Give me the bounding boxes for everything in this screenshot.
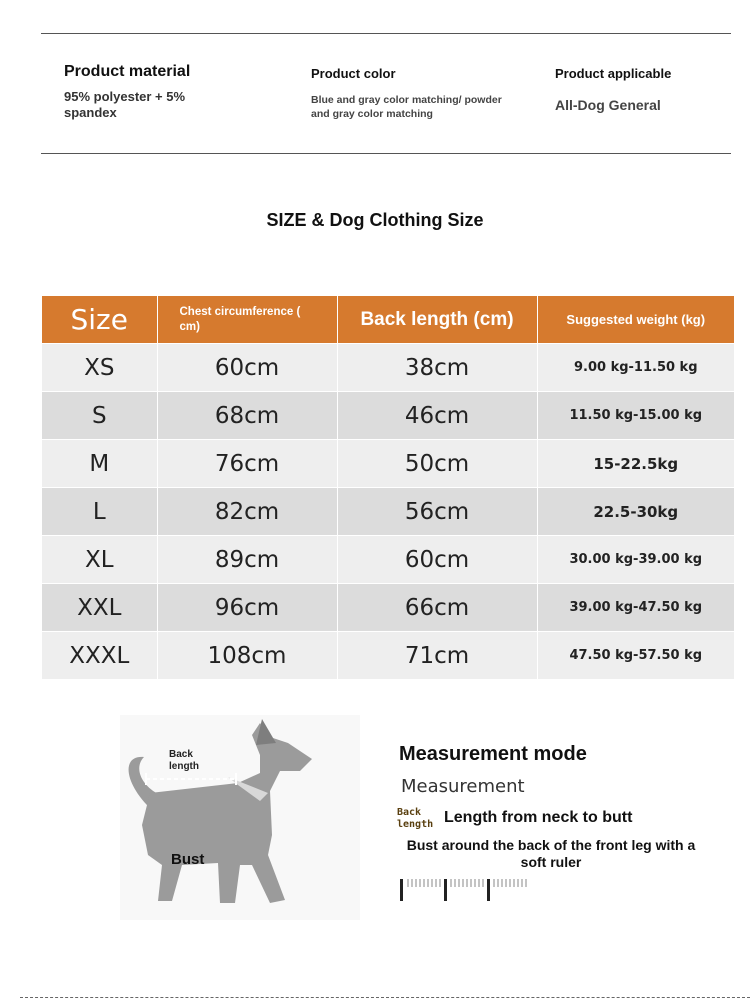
table-row xyxy=(42,632,734,680)
property-applicable-label: Product applicable xyxy=(555,66,672,81)
property-applicable xyxy=(555,66,735,113)
cell-back: 60cm xyxy=(337,536,537,584)
cropped-top-text xyxy=(0,0,750,6)
cell-size: L xyxy=(42,488,157,536)
cell-size: M xyxy=(42,440,157,488)
header-size: Size xyxy=(42,296,157,344)
back-length-badge: Back length xyxy=(397,807,434,830)
dashed-divider xyxy=(20,997,750,998)
dog-silhouette-icon xyxy=(120,715,360,920)
property-color xyxy=(311,66,521,121)
cell-chest: 89cm xyxy=(157,536,337,584)
table-row xyxy=(42,344,734,392)
cell-size: XL xyxy=(42,536,157,584)
size-table-header-row xyxy=(42,296,734,344)
cell-weight: 22.5-30kg xyxy=(537,488,734,536)
cell-size: XXL xyxy=(42,584,157,632)
cell-weight: 39.00 kg-47.50 kg xyxy=(537,584,734,632)
size-table xyxy=(42,296,734,679)
cell-back: 46cm xyxy=(337,392,537,440)
measurement-title: Measurement mode xyxy=(399,743,587,765)
cell-back: 66cm xyxy=(337,584,537,632)
cell-back: 56cm xyxy=(337,488,537,536)
cell-back: 50cm xyxy=(337,440,537,488)
dog-bust-label: Bust xyxy=(171,851,205,868)
cell-weight: 47.50 kg-57.50 kg xyxy=(537,632,734,680)
table-row xyxy=(42,440,734,488)
cell-size: XXXL xyxy=(42,632,157,680)
table-row xyxy=(42,488,734,536)
dog-back-length-label: Back length xyxy=(169,749,199,772)
table-row xyxy=(42,392,734,440)
cell-back: 71cm xyxy=(337,632,537,680)
cell-weight: 15-22.5kg xyxy=(537,440,734,488)
divider-top xyxy=(41,33,731,34)
property-material-label: Product material xyxy=(64,63,191,80)
bust-description: Bust around the back of the front leg with a soft ruler xyxy=(406,837,696,870)
cell-chest: 108cm xyxy=(157,632,337,680)
cell-size: XS xyxy=(42,344,157,392)
cell-weight: 30.00 kg-39.00 kg xyxy=(537,536,734,584)
cell-size: S xyxy=(42,392,157,440)
property-material-value: 95% polyester + 5% spandex xyxy=(64,89,186,120)
cell-chest: 60cm xyxy=(157,344,337,392)
table-row xyxy=(42,536,734,584)
table-row xyxy=(42,584,734,632)
property-material xyxy=(64,63,264,121)
section-title: SIZE & Dog Clothing Size xyxy=(266,210,484,230)
cell-weight: 11.50 kg-15.00 kg xyxy=(537,392,734,440)
header-back-length: Back length (cm) xyxy=(337,296,537,344)
cell-chest: 68cm xyxy=(157,392,337,440)
length-description: Length from neck to butt xyxy=(444,809,633,826)
measurement-subtitle: Measurement xyxy=(401,776,525,797)
property-applicable-value: All-Dog General xyxy=(555,97,661,113)
cell-weight: 9.00 kg-11.50 kg xyxy=(537,344,734,392)
header-weight: Suggested weight (kg) xyxy=(537,296,734,344)
divider-bottom xyxy=(41,153,731,154)
cell-chest: 76cm xyxy=(157,440,337,488)
cell-chest: 82cm xyxy=(157,488,337,536)
ruler-icon xyxy=(400,876,530,902)
cell-back: 38cm xyxy=(337,344,537,392)
property-color-value: Blue and gray color matching/ powder and gray color matching xyxy=(311,94,502,120)
property-color-label: Product color xyxy=(311,66,396,81)
header-chest: Chest circumference ( cm) xyxy=(157,296,337,344)
cell-chest: 96cm xyxy=(157,584,337,632)
